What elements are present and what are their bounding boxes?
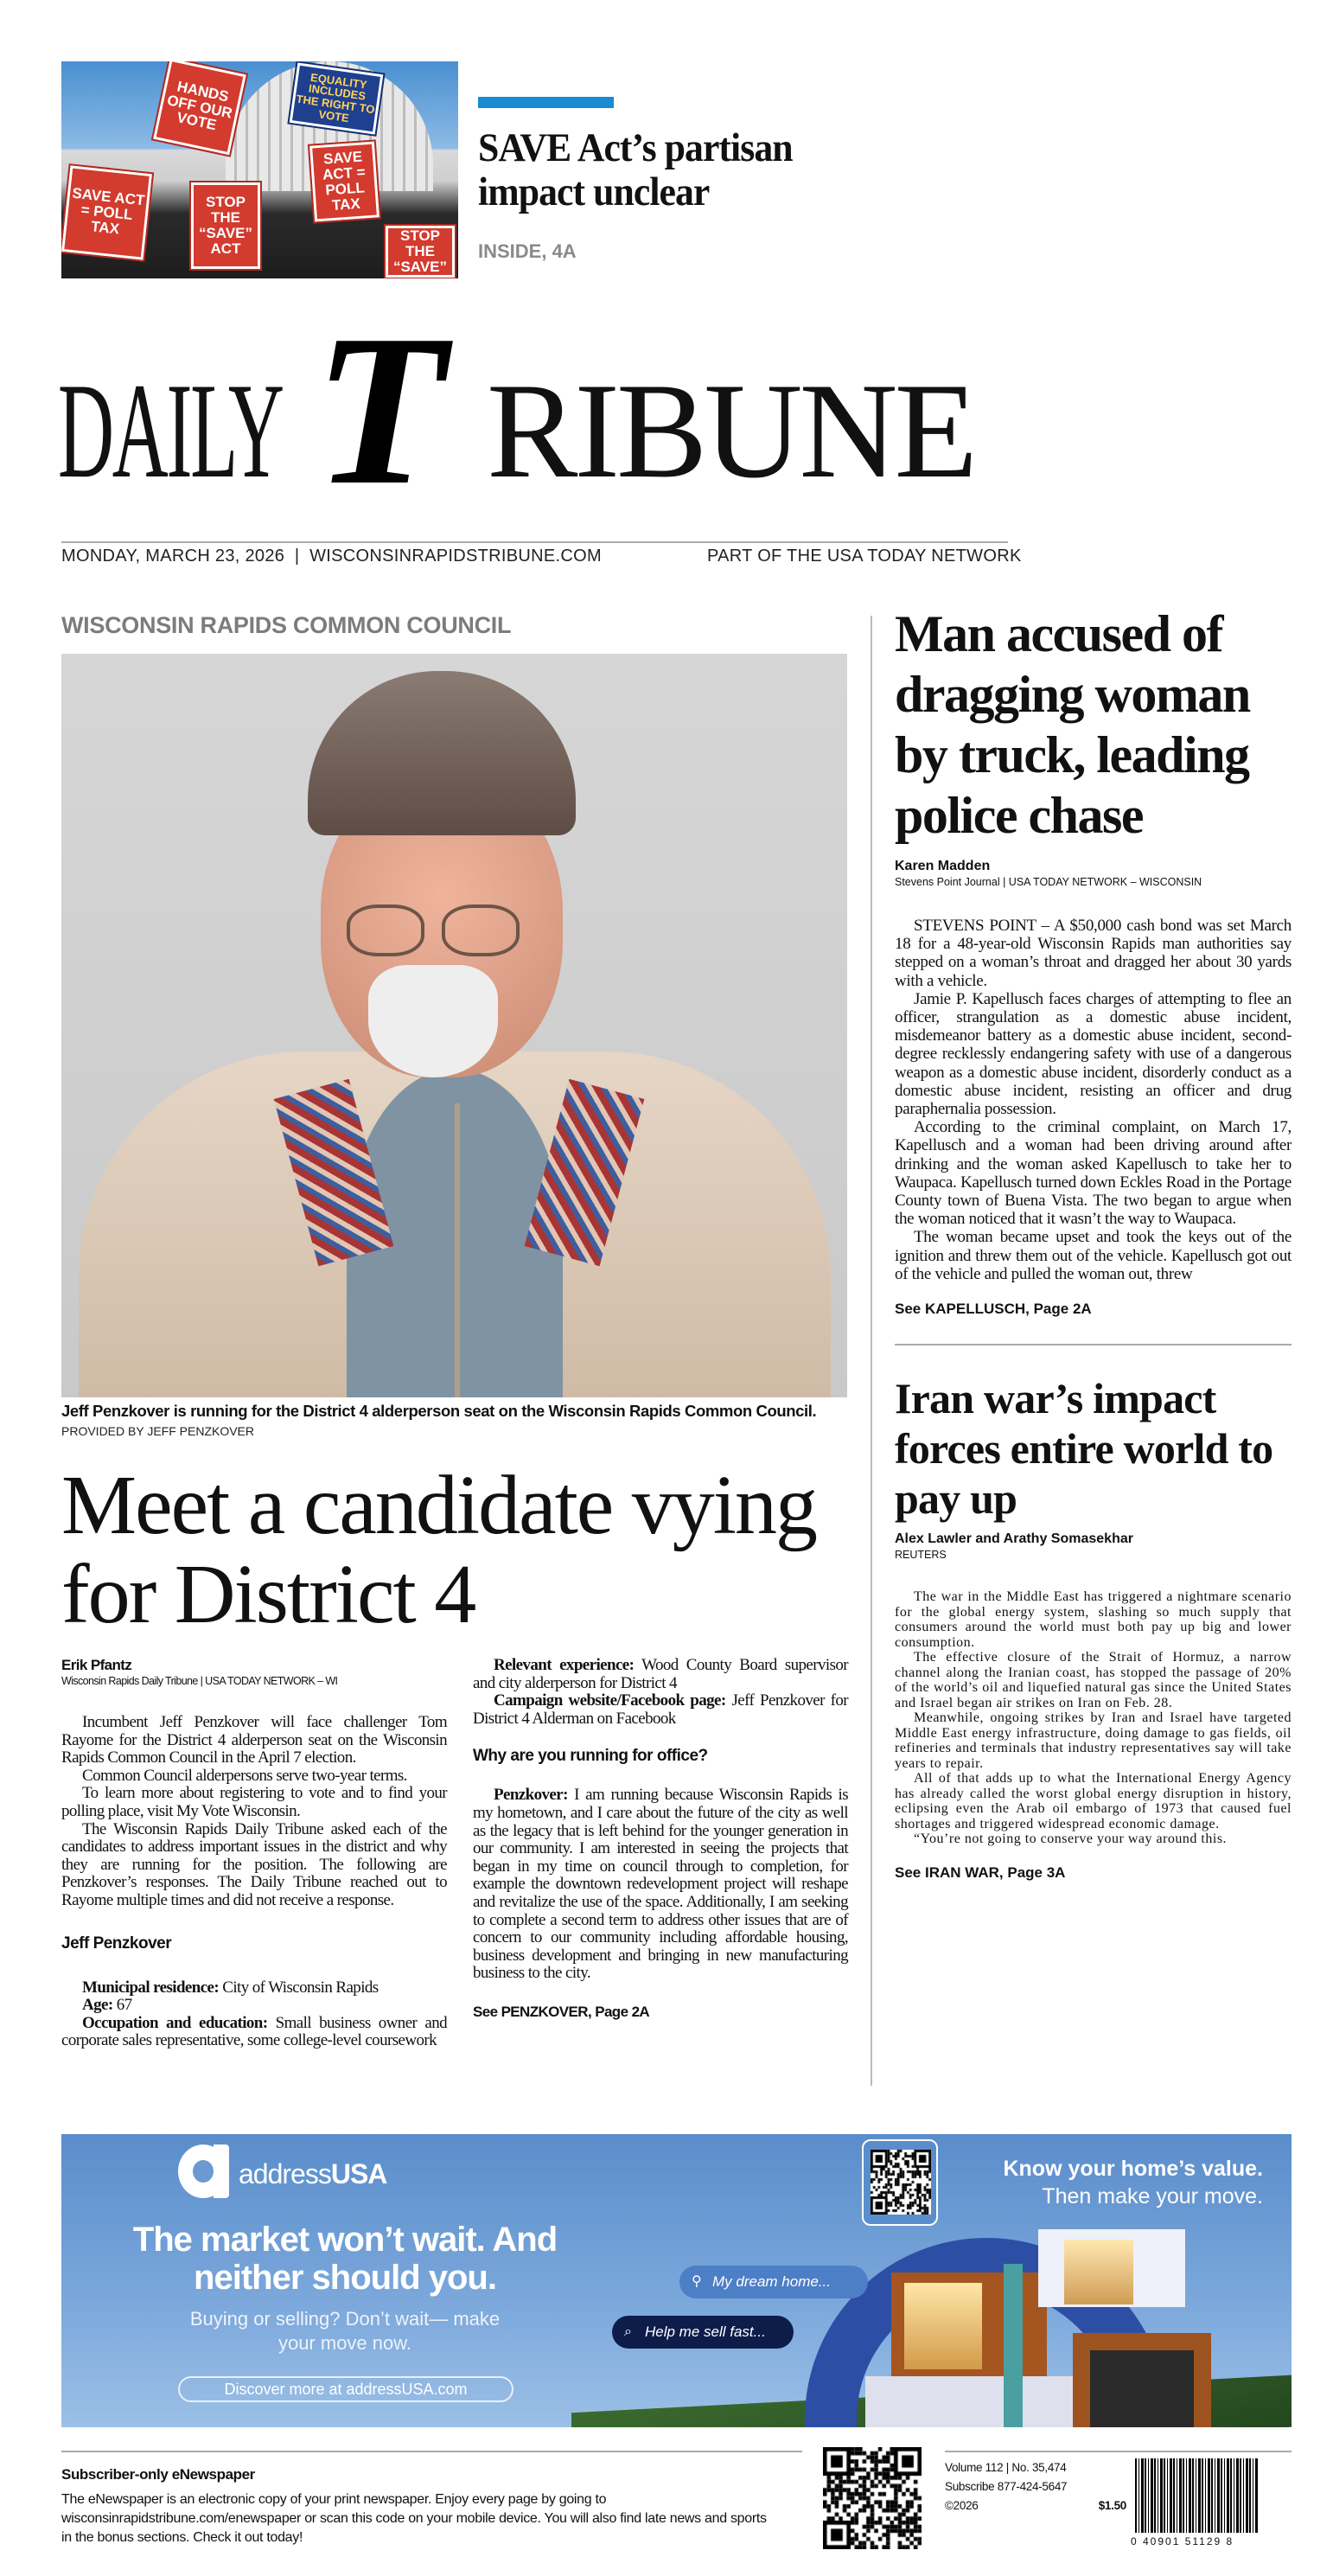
section-kicker: WISCONSIN RAPIDS COMMON COUNCIL — [61, 612, 512, 638]
divider — [945, 2451, 1292, 2452]
protest-sign: SAVE ACT = POLL TAX — [61, 165, 152, 259]
fact-residence — [61, 1979, 447, 1998]
ad-qr-frame[interactable] — [862, 2139, 938, 2226]
paragraph: According to the criminal complaint, on March 17, Kapellusch and a woman had been driving around after drinking and the woman asked Kapellusch to take her to Waupaca. Kapellusch turned down Eckles Road in the Portage County town of Buena Vista. The two began to argue when the woman noticed that it wasn’t the way to Waupaca. — [895, 1118, 1292, 1229]
barcode-icon — [1135, 2458, 1258, 2533]
advertisement-banner[interactable] — [61, 2134, 1292, 2427]
dateline: MONDAY, MARCH 23, 2026 | WISCONSINRAPIDSTRIBUNE.COM — [61, 547, 602, 566]
paragraph: Common Council alderpersons serve two-year terms. — [82, 1766, 407, 1785]
jump-link[interactable]: See IRAN WAR, Page 3A — [895, 1863, 1066, 1881]
map-pin-icon: ⚲ — [692, 2274, 702, 2289]
search-icon: ⌕ — [624, 2324, 632, 2339]
article-column — [895, 917, 1292, 1283]
photo-glasses — [442, 904, 520, 956]
column-divider — [871, 616, 872, 2086]
paragraph: Incumbent Jeff Penzkover will face challenger Tom Rayome for the District 4 alderperson seat on the Wisconsin Rapids Common Council in the April 7 election. — [61, 1713, 447, 1767]
paragraph: The effective closure of the Strait of Hormuz, a narrow channel along the Iranian coast, has stopped the passage of 20% of the world’s oil and liquefied natural gas since the United States and Israel began air strikes on Iran on Feb. 28. — [895, 1650, 1292, 1710]
byline-affiliation: REUTERS — [895, 1549, 947, 1562]
paragraph: Meanwhile, ongoing strikes by Iran and Israel have targeted Middle East energy infrastructure, doing damage to gas fields, oil refineries and terminals that industry representatives say will take years to repair. — [895, 1710, 1292, 1771]
divider — [895, 1344, 1292, 1346]
subheading: Why are you running for office? — [473, 1747, 708, 1766]
teaser-accent-bar — [478, 97, 614, 108]
fact-value: Jeff Penzkover for District 4 Alderman on Facebook — [473, 1691, 848, 1728]
house-garage-door — [1090, 2350, 1194, 2427]
subheading: Jeff Penzkover — [61, 1934, 172, 1953]
ad-search-chip — [612, 2316, 794, 2349]
fact-label: Age: — [82, 1996, 113, 2015]
divider — [61, 541, 1008, 543]
brand-suffix: USA — [330, 2158, 387, 2189]
article-column — [473, 1657, 848, 2021]
house-glass-column — [1004, 2264, 1023, 2427]
chip-label: Help me sell fast... — [645, 2324, 766, 2340]
ad-house-image — [865, 2229, 1289, 2427]
ad-headline: The market won’t wait. And neither should you. — [132, 2221, 558, 2297]
addressusa-logo — [239, 2158, 386, 2190]
protest-sign: STOP THE “SAVE” ACT — [191, 182, 260, 269]
paragraph: The Wisconsin Rapids Daily Tribune asked each of the candidates to address important issues in the district and why they are running for the position. The following are Penzkover’s responses. The Daily Tribune reached out to Rayome multiple times and did not receive a response. — [61, 1819, 447, 1909]
answer-text: I am running because Wisconsin Rapids is my hometown, and I care about the future of the city as well as the legacy that is left behind for the younger generation in our community. I am interested in seeing the projects that began in my time on council through to completion, for example the downtown redevelopment project will reshape and revitalize the use of the space. Additionally, I am seeking to complete a second term to address other issues that are of concern to our community including affordable housing, business development and bringing in new manufacturing business to the city. — [473, 1786, 848, 1983]
masthead-logo — [58, 291, 1008, 530]
volume-number: Volume 112 | No. 35,474 — [945, 2461, 1067, 2474]
qr-code-icon[interactable] — [823, 2447, 922, 2549]
fact-label: Campaign website/Facebook page: — [494, 1691, 726, 1710]
fact-experience — [473, 1657, 848, 1692]
fact-label: Relevant experience: — [494, 1656, 635, 1674]
issue-info — [945, 2458, 1126, 2515]
fact-value: 67 — [112, 1996, 132, 2015]
fact-website — [473, 1692, 848, 1728]
candidate-photo[interactable] — [61, 654, 847, 1397]
ad-tagline-secondary: Then make your move. — [1042, 2184, 1263, 2208]
copyright-price-row — [945, 2496, 1126, 2515]
fact-value: Small business owner and corporate sales representative, some college-level coursework — [61, 2013, 447, 2050]
protest-sign: STOP THE “SAVE” — [386, 226, 455, 278]
paragraph: The woman became upset and took the keys out of the ignition and threw them out of the vehicle. Kapellusch got out of the vehicle and pulled the woman out, threw — [895, 1228, 1292, 1283]
barcode-number: 0 40901 51129 8 — [1131, 2535, 1269, 2547]
fact-label: Municipal residence: — [82, 1978, 220, 1997]
ad-subtext: Buying or selling? Don’t wait— make your move now. — [189, 2308, 501, 2354]
answer-label: Penzkover: — [494, 1786, 568, 1805]
protest-sign: HANDS OFF OUR VOTE — [153, 61, 246, 155]
paragraph: STEVENS POINT – A $50,000 cash bond was set March 18 for a 48-year-old Wisconsin Rapids man authorities say stepped on a woman’s throat and dragged her about 30 yards with a vehicle. — [895, 917, 1292, 990]
photo-caption: Jeff Penzkover is running for the District 4 alderperson seat on the Wisconsin Rapids Common Council. — [61, 1402, 817, 1420]
photo-glasses — [347, 904, 424, 956]
brand-prefix: address — [239, 2158, 331, 2189]
fact-label: Occupation and education: — [82, 2013, 268, 2032]
fact-occupation — [61, 2015, 447, 2050]
ad-search-chip — [679, 2266, 868, 2298]
fact-value: City of Wisconsin Rapids — [219, 1978, 379, 1997]
photo-beard — [368, 965, 498, 1077]
ad-cta-button[interactable]: Discover more at addressUSA.com — [178, 2376, 513, 2402]
teaser-page-ref: INSIDE, 4A — [478, 240, 577, 262]
article-column — [61, 1657, 447, 2050]
protest-sign: EQUALITY INCLUDES THE RIGHT TO VOTE — [290, 62, 384, 134]
photo-zipper — [455, 1103, 460, 1397]
jump-link[interactable]: See KAPELLUSCH, Page 2A — [895, 1301, 1092, 1318]
network-tagline: PART OF THE USA TODAY NETWORK — [707, 547, 1022, 566]
enewspaper-title: Subscriber-only eNewspaper — [61, 2466, 255, 2483]
lead-headline[interactable]: Meet a candidate vying for District 4 — [61, 1459, 817, 1641]
story-headline[interactable]: Man accused of dragging woman by truck, leading police chase — [895, 605, 1250, 844]
house-window — [1064, 2240, 1133, 2304]
paragraph: All of that adds up to what the International Energy Agency has already called the worst global energy disruption in history, eclipsing even the Arab oil embargo of 1973 that caused fuel shortages and triggered widespread economic damage. — [895, 1771, 1292, 1831]
copyright: ©2026 — [945, 2499, 979, 2512]
right-column — [895, 604, 1292, 1882]
masthead-word-daily: DAILY — [58, 355, 283, 507]
byline-affiliation: Wisconsin Rapids Daily Tribune | USA TODAY NETWORK – WI — [61, 1675, 338, 1687]
byline: Alex Lawler and Arathy Somasekhar — [895, 1531, 1133, 1547]
lead-columns — [61, 1657, 848, 2050]
paragraph: Jamie P. Kapellusch faces charges of attempting to flee an officer, strangulation as a domestic abuse incident, misdemeanor battery as a domestic abuse incident, second-degree recklessly endangering safety with use of a dangerous weapon as a domestic abuse incident, disorderly conduct as a domestic abuse incident, resisting an officer and drug paraphernalia possession. — [895, 989, 1292, 1119]
byline: Erik Pfantz — [61, 1657, 132, 1673]
enewspaper-text: The eNewspaper is an electronic copy of your print newspaper. Enjoy every page by going to wisconsinrapidstribune.com/enewspaper or scan this code on your mobile device. You will also find late news and sports in the bonus sections. Check it out today! — [61, 2492, 767, 2545]
qr-code-icon[interactable] — [871, 2150, 931, 2215]
byline-affiliation: Stevens Point Journal | USA TODAY NETWORK – WISCONSIN — [895, 876, 1202, 888]
masthead-word-ribune: RIBUNE — [487, 355, 975, 507]
story-headline[interactable]: Iran war’s impact forces entire world to pay up — [895, 1374, 1273, 1524]
paragraph: To learn more about registering to vote and to find your polling place, visit My Vote Wisconsin. — [61, 1784, 447, 1820]
photo-cap — [308, 671, 576, 835]
addressusa-logo-icon-stem — [214, 2145, 229, 2198]
protest-sign: SAVE ACT = POLL TAX — [309, 141, 379, 221]
subscribe-phone: Subscribe 877-424-5647 — [945, 2480, 1068, 2493]
photo-credit: PROVIDED BY JEFF PENZKOVER — [61, 1424, 255, 1438]
fact-age — [61, 1997, 447, 2015]
jump-link[interactable]: See PENZKOVER, Page 2A — [473, 2003, 650, 2020]
lead-story — [61, 1461, 848, 2050]
paragraph: The war in the Middle East has triggered a nightmare scenario for the global energy system, slashing so much supply that consumers around the world must both pay up big and lower consumption. — [895, 1589, 1292, 1650]
answer — [473, 1787, 848, 1983]
chip-label: My dream home... — [712, 2273, 831, 2290]
masthead-t-ornament: T — [314, 291, 446, 530]
fact-value: Wood County Board supervisor and city alderperson for District 4 — [473, 1656, 848, 1692]
teaser-headline[interactable]: SAVE Act’s partisan impact unclear — [478, 125, 793, 214]
house-window — [904, 2283, 982, 2369]
article-column — [895, 1589, 1292, 1847]
ad-tagline: Know your home’s value. — [1003, 2157, 1263, 2181]
byline: Karen Madden — [895, 859, 991, 873]
teaser-photo[interactable] — [61, 61, 458, 278]
paragraph: “You’re not going to conserve your way around this. — [914, 1831, 1228, 1847]
house-white-block — [865, 2376, 1073, 2427]
divider — [61, 2451, 802, 2452]
price: $1.50 — [1098, 2499, 1126, 2512]
